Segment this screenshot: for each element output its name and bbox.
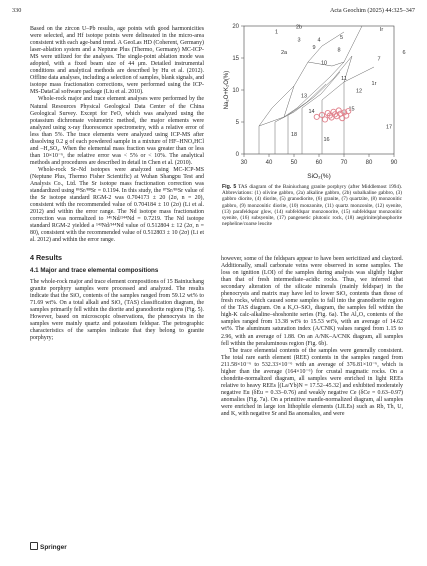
subsection-heading-major-trace: 4.1 Major and trace elemental compositions bbox=[30, 266, 159, 274]
field-label: 3 bbox=[297, 37, 301, 44]
field-label: 16 bbox=[323, 137, 330, 144]
field-label: 12 bbox=[355, 88, 363, 95]
field-label: 1r bbox=[371, 80, 377, 87]
y-tick-label: 0 bbox=[235, 152, 239, 158]
y-tick-label: 5 bbox=[235, 120, 239, 126]
field-label: 4 bbox=[317, 37, 321, 44]
field-label: 7 bbox=[377, 56, 381, 63]
springer-logo-icon bbox=[30, 542, 38, 550]
field-label: 11 bbox=[341, 75, 347, 82]
paragraph-sr-nd-method: Whole-rock Sr–Nd isotopes were analyzed using MC-ICP-MS (Neptune Plus, Thermo Fisher Scientific) at Wuhan Shangpu Test and Analysis Co., Ltd. The Sr isotope mass fractionation correction was standardized using ⁸⁶Sr/⁸⁸Sr = 0.1194. In this study, the ⁸⁷Sr/⁸⁶Sr value of the Sr isotope standard RGM-2 was 0.704173 ± 20 (2σ, n = 20), consistent with the recommended value of 0.704184 ± 10 (2σ) (Li et al. 2012) and within the error range. The Nd isotope mass fractionation correction was normalized to ¹⁴⁶Nd/¹⁴⁴Nd = 0.7219. The Nd isotope standard RGM-2 yielded a ¹⁴³Nd/¹⁴⁴Nd value of 0.512804 ± 12 (2σ, n = 80), consistent with the recommended value of 0.512803 ± 10 (2σ) (Li et al. 2012) and within the error range. bbox=[30, 166, 204, 244]
field-label: 1 bbox=[274, 29, 279, 36]
figure-caption bbox=[222, 184, 402, 227]
paragraph-major-trace-method: Whole-rock major and trace element analyses were performed by the Natural Resources Physical Geological Data Center of the China Geological Survey. Except for FeO, which was analyzed using the potassium dichromate volumetric method, the major elements were analyzed using x-ray fluorescence spectrometry, with a relative error of less than 5%. The trace elements were analyzed using ICP-MS after dissolving 0.2 g of each powdered sample in a mixture of HF–HNO₃HCl and –H₂SO₄. When the elemental mass fraction was greater than or less than 10×10⁻⁶, the relative error was < 5% or < 10%. The analytical methods and procedures are described in detail in Chen et al. (2010). bbox=[30, 96, 204, 166]
x-tick-label: 30 bbox=[240, 160, 248, 166]
field-label: 10 bbox=[320, 60, 328, 67]
field-label: 5 bbox=[339, 34, 344, 41]
caption-text: TAS diagram of the Bainiuchang granite porphyry (after Middlemost 1994). Abbreviations: (1) olivine gabbro, (2a) alkaline gabbro, (2b) subalkaline gabbro, (3) gabbro diorite, (4) diorite, (5) granodiorite, (6) granite, (7) quartzite, (8) monzonitic gabbro, (9) monzonitic diorite, (10) monzonite, (11) quartz monzonite, (12) syenite, (13) parafeldspar glow, (14) subfeldspar monzonorite, (15) subfeldspar monzonitic syenite, (16) subsyenite, (17) pangenetic plutonic rock, (18) aegirinite/phosphorite nepheline/coarse leucite bbox=[222, 184, 402, 228]
sample-point bbox=[314, 114, 319, 119]
y-axis-label: Na₂O+K₂O(%) bbox=[224, 70, 230, 110]
left-column bbox=[30, 26, 204, 342]
y-tick-label: 10 bbox=[232, 88, 239, 94]
right-column bbox=[221, 256, 403, 418]
x-axis-label: SiO₂(%) bbox=[307, 173, 331, 180]
journal-citation: Acta Geochim (2025) 44:325–347 bbox=[329, 7, 415, 14]
field-label: 2a bbox=[280, 50, 288, 57]
paragraph-results-2: however, some of the feldspars appear to have been sericitized and clayized. Additionally, small carbonate veins were observed in some samples. The loss on ignition (LOI) of the samples during analysis was slightly higher than that of fresh intermediate–acidic rocks. Thus, we inferred that secondary alteration of the silicate minerals (mainly feldspar) in the phenocrysts and matrix may have led to lower SiO₂ contents than those of fresh rocks, which caused some samples to fall into the granodiorite region of the TAS diagram. On a K₂O–SiO₂ diagram, the samples fell within the high-K calc-alkaline–shoshonite series (Fig. 6a). The Al₂O₃ contents of the samples ranged from 13.38 wt% to 15.53 wt%, with an average of 14.62 wt%. The aluminum saturation index (A/CNK) values ranged from 1.15 to 2.96, with an average of 1.88. On an A/NK–A/CNK diagram, all samples fell within the peraluminous region (Fig. 6b). bbox=[221, 256, 403, 347]
tas-diagram-svg bbox=[222, 22, 406, 182]
field-label: 14 bbox=[308, 109, 315, 116]
tas-diagram bbox=[222, 22, 406, 182]
page-header bbox=[12, 7, 415, 17]
field-label: 17 bbox=[385, 124, 393, 131]
field-label: 6 bbox=[402, 50, 406, 57]
field-label: 2b bbox=[295, 24, 303, 31]
x-tick-label: 70 bbox=[340, 160, 348, 166]
paragraph-results-1: The whole-rock major and trace element compositions of 15 Bainiuchang granite porphyry samples were processed and analyzed. The results indicate that the SiO₂ contents of the samples ranged from 59.12 wt% to 71.69 wt%. On a total alkali and SiO₂ (TAS) classification diagram, the samples primarily fell within the diorite and granodiorite regions (Fig. 5). However, based on microscopic observations, the phenocrysts in the samples were mainly quartz and potassium feldspar. The petrographic characteristics of the samples indicate that they belong to granite porphyry; bbox=[30, 278, 204, 341]
publisher-footer bbox=[30, 542, 67, 551]
y-tick-label: 15 bbox=[232, 56, 239, 62]
field-label: 9 bbox=[312, 45, 316, 52]
field-label: 8 bbox=[337, 47, 341, 54]
paragraph-trace-elements: The trace elemental contents of the samples were generally consistent. The total rare earth element (REE) contents in the samples ranged from 211.58×10⁻⁶ to 532.33×10⁻⁶ with an average of 376.81×10⁻⁶, which is higher than the average (164×10⁻⁶) for crustal magmatic rocks. On a chondrite-normalized diagram, all samples were enriched in light REEs relative to heavy REEs [(La/Yb)N = 17.52–45.32] and exhibited moderately negative Eu (δEu = 0.33–0.76) and weakly negative Ce (δCe = 0.63–0.97) anomalies (Fig. 7a). On a primitive mantle-normalized diagram, all samples were enriched in large ion lithophile elements (LILEs) such as Rb, Th, U, and K, with negative Sr and Ba anomalies, and were bbox=[221, 347, 403, 418]
page-number: 330 bbox=[12, 7, 22, 14]
y-tick-label: 20 bbox=[232, 24, 239, 30]
x-tick-label: 90 bbox=[390, 160, 398, 166]
x-tick-label: 50 bbox=[290, 160, 298, 166]
plot-frame bbox=[244, 26, 394, 154]
paragraph-hf-method: Based on the zircon U–Pb results, age points with good harmonicities were selected, and Hf isotope points were delineated in the micro-area consistent with each age-band trend. A GeoLas HD (Coherent, Germany) laser-ablation system and a Neptune Plus (Thermo, Germany) MC-ICP-MS were utilized for the analyses. The single-point ablation mode was adopted, with a fixed beam size of 44 μm. Detailed instrumental conditions and analytical methods are described by Hu et al. (2012). Offline data analyses, including a selection of samples, blank signals, and isotope mass fractionation corrections, were performed using the ICP-MS-DataCal software package (Liu et al. 2010). bbox=[30, 26, 204, 96]
sample-point bbox=[322, 117, 327, 122]
field-label: Ir bbox=[379, 27, 384, 34]
field-label: 18 bbox=[290, 132, 298, 139]
section-heading-results: 4 Results bbox=[30, 253, 62, 263]
x-tick-label: 40 bbox=[265, 160, 273, 166]
field-label: 15 bbox=[348, 106, 355, 113]
publisher-name: Springer bbox=[40, 544, 67, 551]
x-tick-label: 80 bbox=[365, 160, 373, 166]
x-tick-label: 60 bbox=[315, 160, 323, 166]
field-label: 13 bbox=[300, 93, 308, 100]
caption-label: Fig. 5 bbox=[222, 184, 237, 190]
